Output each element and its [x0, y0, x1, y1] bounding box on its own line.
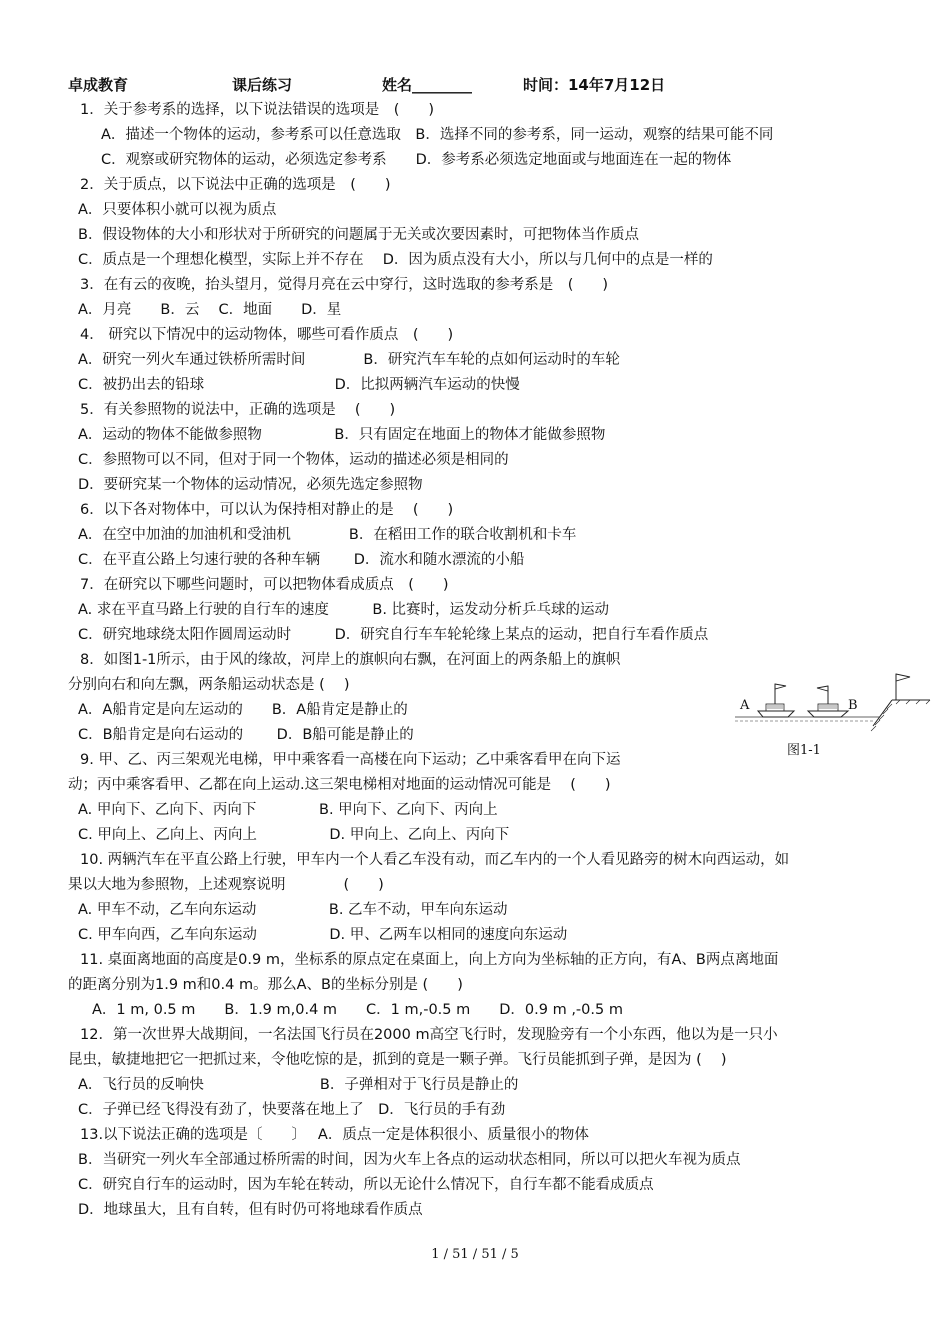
q10-options-ab: A. 甲车不动，乙车向东运动 B. 乙车不动，甲车向东运动 [78, 902, 508, 918]
q9-options-cd: C. 甲向上、乙向上、丙向上 D. 甲向上、乙向上、丙向下 [78, 827, 510, 843]
q10-stem-2: 果以大地为参照物，上述观察说明 ( ) [68, 877, 384, 893]
boat-a [758, 684, 794, 717]
q2-stem: 2．关于质点，以下说法中正确的选项是 ( ) [80, 177, 391, 193]
river-bank [871, 674, 930, 731]
boat-a-flag [775, 684, 786, 689]
q13-option-b: B．当研究一列火车全部通过桥所需的时间，因为火车上各点的运动状态相同，所以可以把火车视为质点 [78, 1152, 741, 1168]
bank-flag [896, 674, 910, 681]
q9-stem-1: 9. 甲、乙、丙三架观光电梯，甲中乘客看一高楼在向下运动；乙中乘客看甲在向下运 [80, 752, 621, 768]
worksheet-title: 课后练习 [232, 76, 293, 94]
q13-stem: 13.以下说法正确的选项是〔 〕 A．质点一定是体积很小、质量很小的物体 [80, 1127, 589, 1143]
q5-option-c: C．参照物可以不同，但对于同一个物体，运动的描述必须是相同的 [78, 452, 509, 468]
q8-stem-2: 分别向右和向左飘，两条船运动状态是 ( ) [68, 677, 350, 693]
q8-options-cd: C．B船肯定是向右运动的 D．B船可能是静止的 [78, 727, 414, 743]
q10-stem-1: 10. 两辆汽车在平直公路上行驶，甲车内一个人看乙车没有动，而乙车内的一个人看见路旁的树木向西运动，如 [80, 852, 790, 868]
boat-b-flag [817, 686, 828, 691]
q6-options-cd: C．在平直公路上匀速行驶的各种车辆 D．流水和随水漂流的小船 [78, 552, 525, 568]
q9-options-ab: A. 甲向下、乙向下、丙向下 B. 甲向下、乙向下、丙向上 [78, 802, 498, 818]
figure-label-a: A [740, 698, 750, 713]
q13-option-c: C．研究自行车的运动时，因为车轮在转动，所以无论什么情况下，自行车都不能看成质点 [78, 1177, 654, 1193]
date-label: 时间：14年7月12日 [523, 76, 666, 94]
q3-options: A．月亮 B．云 C．地面 D．星 [78, 302, 342, 318]
q6-stem: 6．以下各对物体中，可以认为保持相对静止的是 ( ) [80, 502, 454, 518]
q2-option-b: B．假设物体的大小和形状对于所研究的问题属于无关或次要因素时，可把物体当作质点 [78, 227, 639, 243]
org-name: 卓成教育 [68, 76, 129, 94]
q4-options-ab: A．研究一列火车通过铁桥所需时间 B．研究汽车车轮的点如何运动时的车轮 [78, 352, 620, 368]
q13-option-d: D．地球虽大，且有自转，但有时仍可将地球看作质点 [78, 1202, 423, 1218]
q1-options-ab: A．描述一个物体的运动，参考系可以任意选取 B．选择不同的参考系，同一运动，观察的结果可能不同 [101, 127, 774, 143]
q1-stem: 1．关于参考系的选择，以下说法错误的选项是 ( ) [80, 102, 435, 118]
q8-options-ab: A．A船肯定是向左运动的 B．A船肯定是静止的 [78, 702, 408, 718]
q8-stem-1: 8．如图1-1所示，由于风的缘故，河岸上的旗帜向右飘，在河面上的两条船上的旗帜 [80, 652, 621, 668]
q10-options-cd: C. 甲车向西，乙车向东运动 D. 甲、乙两车以相同的速度向东运动 [78, 927, 568, 943]
figure-label-b: B [848, 698, 858, 713]
q7-options-ab: A. 求在平直马路上行驶的自行车的速度 B. 比赛时，运发动分析乒乓球的运动 [78, 602, 610, 618]
q6-options-ab: A．在空中加油的加油机和受油机 B．在稻田工作的联合收割机和卡车 [78, 527, 577, 543]
q12-options-cd: C．子弹已经飞得没有劲了，快要落在地上了 D．飞行员的手有劲 [78, 1102, 506, 1118]
page-footer: 1 / 51 / 51 / 5 [431, 1247, 519, 1262]
q7-options-cd: C．研究地球绕太阳作圆周运动时 D．研究自行车车轮轮缘上某点的运动，把自行车看作质点 [78, 627, 709, 643]
figure-1-1 [730, 668, 935, 733]
q4-stem: 4． 研究以下情况中的运动物体，哪些可看作质点 ( ) [80, 327, 454, 343]
q1-options-cd: C．观察或研究物体的运动，必须选定参考系 D．参考系必须选定地面或与地面连在一起的物体 [101, 152, 732, 168]
q12-stem-1: 12．第一次世界大战期间，一名法国飞行员在2000 m高空飞行时，发现脸旁有一个小东西，他以为是一只小 [80, 1027, 778, 1043]
figure-caption: 图1-1 [787, 743, 821, 758]
boat-b [808, 686, 848, 717]
q7-stem: 7．在研究以下哪些问题时，可以把物体看成质点 ( ) [80, 577, 449, 593]
q12-options-ab: A．飞行员的反响快 B．子弹相对于飞行员是静止的 [78, 1077, 519, 1093]
name-field: 姓名________ [382, 76, 473, 94]
q11-options: A．1 m, 0.5 m B．1.9 m,0.4 m C．1 m,-0.5 m D．0.9 m ,-0.5 m [92, 1002, 623, 1018]
q4-options-cd: C．被扔出去的铅球 D．比拟两辆汽车运动的快慢 [78, 377, 520, 393]
q5-options-ab: A．运动的物体不能做参照物 B．只有固定在地面上的物体才能做参照物 [78, 427, 606, 443]
q11-stem-2: 的距离分别为1.9 m和0.4 m。那么A、B的坐标分别是 ( ) [68, 977, 463, 993]
q9-stem-2: 动；丙中乘客看甲、乙都在向上运动.这三架电梯相对地面的运动情况可能是 ( ) [68, 777, 611, 793]
q2-options-cd: C．质点是一个理想化模型，实际上并不存在 D．因为质点没有大小，所以与几何中的点是一样的 [78, 252, 713, 268]
q5-option-d: D．要研究某一个物体的运动情况，必须先选定参照物 [78, 477, 423, 493]
q2-option-a: A．只要体积小就可以视为质点 [78, 202, 277, 218]
q12-stem-2: 昆虫，敏捷地把它一把抓过来，令他吃惊的是，抓到的竟是一颗子弹。飞行员能抓到子弹，是因为 ( ) [68, 1052, 727, 1068]
q5-stem: 5．有关参照物的说法中，正确的选项是 ( ) [80, 402, 396, 418]
q3-stem: 3．在有云的夜晚，抬头望月，觉得月亮在云中穿行，这时选取的参考系是 ( ) [80, 277, 609, 293]
q11-stem-1: 11. 桌面离地面的高度是0.9 m，坐标系的原点定在桌面上，向上方向为坐标轴的正方向，有A、B两点离地面 [80, 952, 779, 968]
